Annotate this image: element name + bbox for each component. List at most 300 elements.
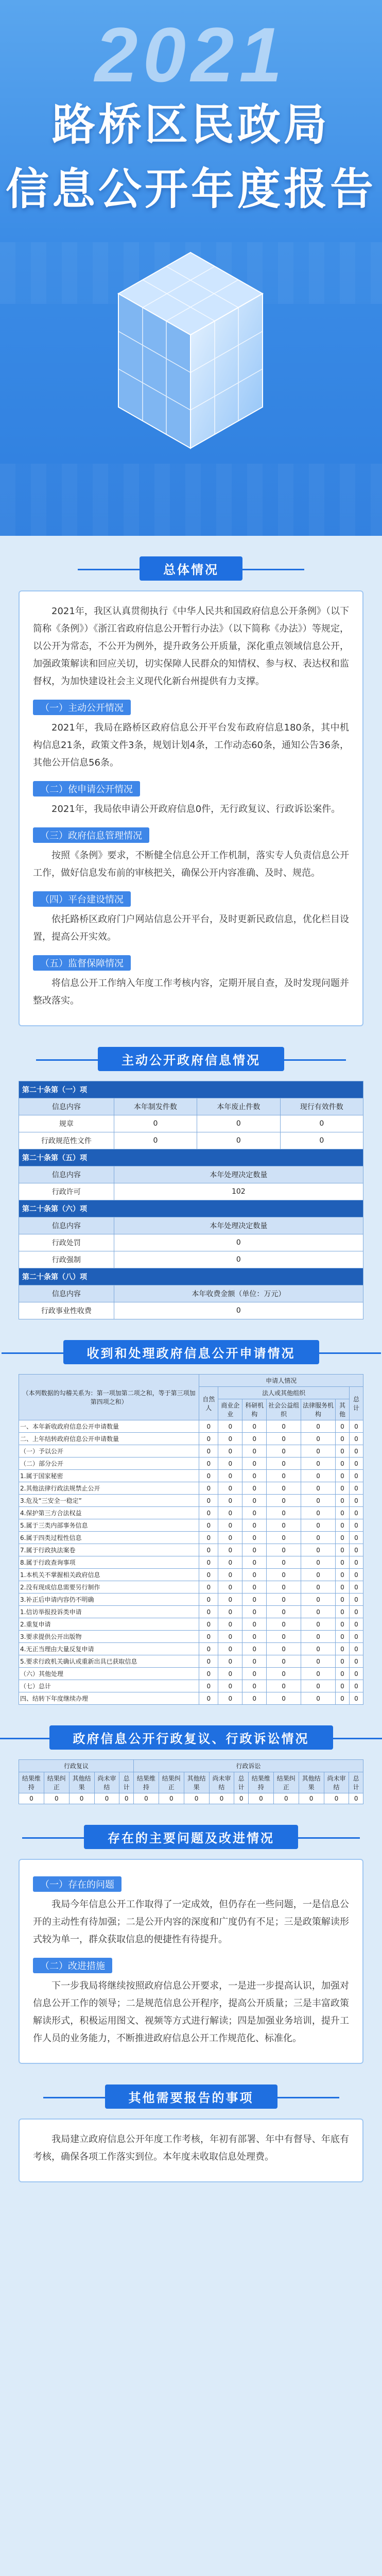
cell: 0 — [199, 1458, 218, 1470]
hero-title-line1: 路桥区民政局 — [51, 99, 330, 150]
overview-intro: 2021年，我区认真贯彻执行《中华人民共和国政府信息公开条例》（以下简称《条例》）《浙江省政府信息公开暂行办法》（以下简称《办法》）等规定，以公开为常态，不公开为例外，提升政务公开质量，深化重点领域信息公开，加强政策解读和回应关切，切实保障人民群众的知情权、参与权、表达权和监督权，为加快建设社会主义现代化新台州提供有力支撑。 — [33, 606, 349, 687]
cell: 0 — [234, 1793, 249, 1804]
cell: 0 — [218, 1692, 242, 1705]
cell: 0 — [335, 1668, 349, 1680]
section-problems-title: 存在的主要问题及改进情况 — [84, 1825, 298, 1849]
section-overview-header — [47, 549, 335, 582]
cell: 0 — [242, 1643, 267, 1655]
cell: 0 — [301, 1458, 336, 1470]
table-row — [19, 1618, 363, 1631]
cell: 0 — [199, 1445, 218, 1458]
row-label: 1.信访举报投诉类申请 — [19, 1606, 199, 1618]
col-review: 行政复议 — [19, 1760, 134, 1772]
row-label: 3.要求提供公开出版物 — [19, 1631, 199, 1643]
col-header: 本年处理决定数量 — [114, 1217, 363, 1234]
row-label: 行政事业性收费 — [19, 1302, 114, 1319]
cell: 0 — [242, 1594, 267, 1606]
cell: 0 — [218, 1507, 242, 1519]
cell: 0 — [301, 1668, 336, 1680]
cell: 0 — [114, 1115, 197, 1132]
cell: 0 — [349, 1433, 363, 1445]
cell: 0 — [349, 1668, 363, 1680]
platform-text: 依托路桥区政府门户网站信息公开平台，及时更新民政信息，优化栏目设置，提高公开实效。 — [33, 914, 349, 942]
cell: 0 — [249, 1793, 274, 1804]
cell: 0 — [242, 1458, 267, 1470]
cell: 0 — [199, 1643, 218, 1655]
cell: 0 — [301, 1420, 336, 1433]
cell: 0 — [301, 1544, 336, 1556]
cell: 0 — [242, 1519, 267, 1532]
cell: 0 — [335, 1519, 349, 1532]
cell: 0 — [218, 1470, 242, 1482]
info-management-text: 按照《条例》要求，不断健全信息公开工作机制，落实专人负责信息公开工作，做好信息发布前的审核把关，确保公开内容准确、及时、规范。 — [33, 850, 349, 878]
cell: 0 — [267, 1458, 301, 1470]
table-row — [19, 1532, 363, 1544]
cell: 0 — [94, 1793, 119, 1804]
row-label: 3.危及“三安全一稳定” — [19, 1495, 199, 1507]
row-label: 行政规范性文件 — [19, 1132, 114, 1149]
cell: 0 — [267, 1692, 301, 1705]
table-row — [19, 1420, 363, 1433]
cell: 0 — [301, 1643, 336, 1655]
subhead-platform: （四）平台建设情况 — [33, 891, 131, 907]
cell: 0 — [199, 1495, 218, 1507]
row-label: 6.属于四类过程性信息 — [19, 1532, 199, 1544]
cell: 0 — [242, 1668, 267, 1680]
row-label: 1.本机关不掌握相关政府信息 — [19, 1569, 199, 1581]
section-other-title: 其他需要报告的事项 — [105, 2084, 277, 2109]
cell: 0 — [301, 1470, 336, 1482]
cell: 0 — [119, 1793, 134, 1804]
table-row — [19, 1581, 363, 1594]
col-legal-sub: 社会公益组织 — [267, 1399, 301, 1420]
table-row — [19, 1519, 363, 1532]
cell: 0 — [218, 1643, 242, 1655]
cell: 0 — [197, 1132, 280, 1149]
cell: 0 — [349, 1618, 363, 1631]
cell: 0 — [335, 1420, 349, 1433]
cell: 0 — [218, 1433, 242, 1445]
section-review-header — [47, 1718, 335, 1751]
cell: 0 — [335, 1556, 349, 1569]
cell: 0 — [267, 1668, 301, 1680]
col-natural-person: 自然人 — [199, 1387, 218, 1420]
table-row — [19, 1569, 363, 1581]
cell: 0 — [349, 1569, 363, 1581]
cell: 0 — [301, 1655, 336, 1668]
cell: 0 — [184, 1793, 209, 1804]
cell: 0 — [242, 1618, 267, 1631]
table-row — [19, 1594, 363, 1606]
cell: 0 — [199, 1692, 218, 1705]
cell: 0 — [335, 1594, 349, 1606]
col-group-applicant: 申请人情况 — [199, 1375, 363, 1387]
row-label: 行政许可 — [19, 1183, 114, 1200]
cell: 0 — [335, 1544, 349, 1556]
cell: 0 — [134, 1793, 159, 1804]
row-label: 四、结转下年度继续办理 — [19, 1692, 199, 1705]
col-header: 信息内容 — [19, 1217, 114, 1234]
cell: 0 — [242, 1606, 267, 1618]
cell: 0 — [273, 1793, 299, 1804]
cell: 0 — [301, 1532, 336, 1544]
cell: 0 — [349, 1692, 363, 1705]
table-row — [19, 1556, 363, 1569]
cell: 0 — [301, 1433, 336, 1445]
cell: 0 — [301, 1519, 336, 1532]
cell: 0 — [218, 1544, 242, 1556]
hero-title-line2: 信息公开年度报告 — [5, 164, 376, 214]
cell: 0 — [349, 1458, 363, 1470]
cell: 0 — [242, 1556, 267, 1569]
col-sub: 尚未审结 — [209, 1772, 234, 1793]
cell: 0 — [301, 1618, 336, 1631]
table-row — [19, 1433, 363, 1445]
table-row — [19, 1692, 363, 1705]
row-label: 8.属于行政查询事项 — [19, 1556, 199, 1569]
cell: 0 — [299, 1793, 324, 1804]
cell: 0 — [349, 1556, 363, 1569]
table-row — [19, 1507, 363, 1519]
cell: 0 — [267, 1470, 301, 1482]
other-text: 我局建立政府信息公开年度工作考核，年初有部署、年中有督导、年底有考核，确保各项工作落实到位。本年度未收取信息处理费。 — [33, 2134, 349, 2162]
col-legal-person: 法人或其他组织 — [218, 1387, 350, 1399]
cell: 0 — [280, 1132, 363, 1149]
cell: 0 — [349, 1655, 363, 1668]
cell: 0 — [199, 1581, 218, 1594]
col-sub: 结果纠正 — [159, 1772, 184, 1793]
col-header: 本年处理决定数量 — [114, 1166, 363, 1183]
cell: 0 — [114, 1251, 363, 1268]
row-label: 3.补正后申请内容仍不明确 — [19, 1594, 199, 1606]
section-active-header — [47, 1040, 335, 1073]
cell: 0 — [218, 1680, 242, 1692]
cell: 0 — [199, 1433, 218, 1445]
cell: 0 — [267, 1680, 301, 1692]
table-row — [19, 1631, 363, 1643]
col-total: 总计 — [349, 1387, 363, 1420]
cell: 0 — [199, 1655, 218, 1668]
row-label: 5.属于三类内部事务信息 — [19, 1519, 199, 1532]
cell: 0 — [242, 1507, 267, 1519]
improvements-text: 下一步我局将继续按照政府信息公开要求，一是进一步提高认识，加强对信息公开工作的领导；二是规范信息公开程序，提高公开质量；三是丰富政策解读形式，积极运用图文、视频等方式进行解读；四是加强业务培训，提升工作人员的业务能力，不断推进政府信息公开工作规范化、标准化。 — [33, 1980, 349, 2044]
cell: 0 — [199, 1544, 218, 1556]
cell: 0 — [335, 1581, 349, 1594]
cell: 0 — [349, 1606, 363, 1618]
cell: 0 — [218, 1556, 242, 1569]
cell: 0 — [218, 1445, 242, 1458]
col-header: 本年收费金额（单位：万元） — [114, 1285, 363, 1302]
table-row — [19, 1680, 363, 1692]
cell: 0 — [324, 1793, 349, 1804]
cell: 0 — [197, 1115, 280, 1132]
cell: 0 — [349, 1420, 363, 1433]
cell: 0 — [301, 1581, 336, 1594]
col-sub: 总计 — [234, 1772, 249, 1793]
cell: 0 — [242, 1581, 267, 1594]
col-legal-sub: 法律服务机构 — [301, 1399, 336, 1420]
hero-banner — [0, 0, 382, 536]
cell: 0 — [267, 1655, 301, 1668]
cell: 0 — [19, 1793, 44, 1804]
col-sub: 尚未审结 — [94, 1772, 119, 1793]
cell: 0 — [301, 1692, 336, 1705]
table-row — [19, 1470, 363, 1482]
col-header: 信息内容 — [19, 1098, 114, 1115]
col-header: 信息内容 — [19, 1166, 114, 1183]
cell: 0 — [69, 1793, 94, 1804]
cell: 0 — [218, 1532, 242, 1544]
request-disclosure-text: 2021年，我局依申请公开政府信息0件，无行政复议、行政诉讼案件。 — [51, 804, 341, 815]
cell: 0 — [114, 1234, 363, 1251]
subhead-active-disclosure: （一）主动公开情况 — [33, 700, 131, 715]
other-card — [19, 2119, 363, 2182]
report-year: 2021 — [95, 11, 287, 98]
cell: 0 — [218, 1655, 242, 1668]
section-requests-title: 收到和处理政府信息公开申请情况 — [63, 1340, 319, 1364]
cell: 0 — [349, 1445, 363, 1458]
cell: 0 — [301, 1569, 336, 1581]
cell: 0 — [267, 1420, 301, 1433]
cell: 0 — [199, 1420, 218, 1433]
cell: 0 — [349, 1482, 363, 1495]
row-label: 2.其他法律行政法规禁止公开 — [19, 1482, 199, 1495]
cell: 0 — [267, 1569, 301, 1581]
cell: 0 — [335, 1433, 349, 1445]
table-row — [19, 1655, 363, 1668]
cell: 0 — [349, 1495, 363, 1507]
row-label: （六）其他处理 — [19, 1668, 199, 1680]
cell: 0 — [199, 1594, 218, 1606]
col-legal-sub: 商业企业 — [218, 1399, 242, 1420]
cell: 0 — [301, 1556, 336, 1569]
cell: 0 — [349, 1519, 363, 1532]
cell: 0 — [335, 1482, 349, 1495]
col-header: 本年废止件数 — [197, 1098, 280, 1115]
cell: 0 — [267, 1507, 301, 1519]
col-sub: 尚未审结 — [324, 1772, 349, 1793]
cell: 0 — [114, 1302, 363, 1319]
col-sub: 其他结果 — [184, 1772, 209, 1793]
review-table — [19, 1759, 363, 1804]
cell: 0 — [199, 1569, 218, 1581]
cell: 0 — [301, 1507, 336, 1519]
cell: 0 — [349, 1631, 363, 1643]
row-label: 行政处罚 — [19, 1234, 114, 1251]
row-label: 5.要求行政机关确认或重新出具已获取信息 — [19, 1655, 199, 1668]
cell: 0 — [267, 1519, 301, 1532]
cell: 0 — [218, 1569, 242, 1581]
cell: 0 — [335, 1680, 349, 1692]
cell: 0 — [218, 1668, 242, 1680]
cell: 0 — [335, 1495, 349, 1507]
cell: 0 — [242, 1433, 267, 1445]
cell: 0 — [349, 1793, 363, 1804]
section-review-title: 政府信息公开行政复议、行政诉讼情况 — [49, 1725, 333, 1750]
cell: 0 — [267, 1594, 301, 1606]
cell: 0 — [349, 1544, 363, 1556]
cell: 0 — [349, 1507, 363, 1519]
row-label: 1.属于国家秘密 — [19, 1470, 199, 1482]
cell: 0 — [199, 1482, 218, 1495]
row-label: 7.属于行政执法案卷 — [19, 1544, 199, 1556]
block1-title: 第二十条第（一）项 — [19, 1081, 363, 1098]
cell: 0 — [349, 1581, 363, 1594]
col-legal-sub: 其他 — [335, 1399, 349, 1420]
col-header: 本年制发件数 — [114, 1098, 197, 1115]
col-sub: 结果维持 — [249, 1772, 274, 1793]
table-row — [19, 1482, 363, 1495]
cell: 0 — [242, 1544, 267, 1556]
cell: 0 — [301, 1680, 336, 1692]
city-skyline-bottom — [0, 464, 382, 536]
cell: 0 — [267, 1606, 301, 1618]
cell: 0 — [114, 1132, 197, 1149]
active-disclosure-table — [19, 1081, 363, 1319]
cell: 0 — [335, 1692, 349, 1705]
cell: 0 — [301, 1631, 336, 1643]
table-row — [19, 1606, 363, 1618]
cell: 0 — [199, 1507, 218, 1519]
cell: 0 — [267, 1631, 301, 1643]
col-sub: 总计 — [119, 1772, 134, 1793]
block2-title: 第二十条第（五）项 — [19, 1149, 363, 1166]
row-label: 4.无正当理由大量反复申请 — [19, 1643, 199, 1655]
row-label: （二）部分公开 — [19, 1458, 199, 1470]
cell: 0 — [301, 1594, 336, 1606]
cell: 0 — [218, 1519, 242, 1532]
cell: 0 — [218, 1420, 242, 1433]
row-label: （一）予以公开 — [19, 1445, 199, 1458]
cell: 0 — [242, 1631, 267, 1643]
cell: 0 — [199, 1606, 218, 1618]
col-suit: 行政诉讼 — [134, 1760, 363, 1772]
col-header: 信息内容 — [19, 1285, 114, 1302]
table-row — [19, 1668, 363, 1680]
cell: 0 — [349, 1643, 363, 1655]
cell: 0 — [335, 1655, 349, 1668]
col-sub: 结果纠正 — [273, 1772, 299, 1793]
cell: 102 — [114, 1183, 363, 1200]
col-sub: 其他结果 — [299, 1772, 324, 1793]
cell: 0 — [349, 1594, 363, 1606]
active-disclosure-text: 2021年，我局在路桥区政府信息公开平台发布政府信息180条，其中机构信息21条，政策文件3条，规划计划4条，工作动态60条，通知公告36条，其他公开信息56条。 — [33, 722, 349, 768]
cell: 0 — [218, 1631, 242, 1643]
subhead-improvements: （二）改进措施 — [33, 1958, 112, 1973]
row-label: 二、上年结转政府信息公开申请数量 — [19, 1433, 199, 1445]
row-label: 2.没有现成信息需要另行制作 — [19, 1581, 199, 1594]
section-requests-header — [47, 1333, 335, 1366]
cell: 0 — [301, 1445, 336, 1458]
cell: 0 — [242, 1532, 267, 1544]
cell: 0 — [199, 1470, 218, 1482]
cell: 0 — [44, 1793, 69, 1804]
cube-tower-illustration — [103, 242, 278, 459]
cell: 0 — [218, 1482, 242, 1495]
subhead-supervision: （五）监督保障情况 — [33, 955, 131, 971]
cell: 0 — [267, 1532, 301, 1544]
cell: 0 — [242, 1569, 267, 1581]
cell: 0 — [335, 1470, 349, 1482]
cell: 0 — [242, 1445, 267, 1458]
problems-card — [19, 1859, 363, 2064]
cell: 0 — [209, 1793, 234, 1804]
block3-title: 第二十条第（六）项 — [19, 1200, 363, 1217]
cell: 0 — [301, 1606, 336, 1618]
cell: 0 — [335, 1631, 349, 1643]
cell: 0 — [349, 1532, 363, 1544]
table-row — [19, 1458, 363, 1470]
cell: 0 — [335, 1507, 349, 1519]
subhead-problems: （一）存在的问题 — [33, 1876, 121, 1892]
cell: 0 — [267, 1495, 301, 1507]
cell: 0 — [242, 1692, 267, 1705]
row-label: 规章 — [19, 1115, 114, 1132]
col-sub: 总计 — [349, 1772, 363, 1793]
cell: 0 — [218, 1458, 242, 1470]
cell: 0 — [242, 1495, 267, 1507]
cell: 0 — [218, 1581, 242, 1594]
requests-table — [19, 1374, 363, 1705]
col-sub: 其他结果 — [69, 1772, 94, 1793]
cell: 0 — [199, 1519, 218, 1532]
cell: 0 — [199, 1631, 218, 1643]
block4-title: 第二十条第（八）项 — [19, 1268, 363, 1285]
cell: 0 — [218, 1618, 242, 1631]
cell: 0 — [242, 1420, 267, 1433]
cell: 0 — [335, 1618, 349, 1631]
subhead-request-disclosure: （二）依申请公开情况 — [33, 781, 140, 796]
section-problems-header — [47, 1818, 335, 1851]
cell: 0 — [267, 1433, 301, 1445]
col-legal-sub: 科研机构 — [242, 1399, 267, 1420]
cell: 0 — [159, 1793, 184, 1804]
cell: 0 — [218, 1495, 242, 1507]
cell: 0 — [242, 1482, 267, 1495]
cell: 0 — [267, 1556, 301, 1569]
cell: 0 — [199, 1556, 218, 1569]
table-caption: （本列数据的勾稽关系为：第一项加第二项之和，等于第三项加第四项之和） — [19, 1375, 199, 1420]
cell: 0 — [301, 1495, 336, 1507]
col-header: 现行有效件数 — [280, 1098, 363, 1115]
cell: 0 — [280, 1115, 363, 1132]
cell: 0 — [267, 1445, 301, 1458]
row-label: 一、本年新收政府信息公开申请数量 — [19, 1420, 199, 1433]
row-label: 行政强制 — [19, 1251, 114, 1268]
table-row — [19, 1544, 363, 1556]
cell: 0 — [349, 1470, 363, 1482]
cell: 0 — [218, 1594, 242, 1606]
col-sub: 结果纠正 — [44, 1772, 69, 1793]
cell: 0 — [218, 1606, 242, 1618]
subhead-info-management: （三）政府信息管理情况 — [33, 827, 149, 843]
section-overview-title: 总体情况 — [140, 556, 242, 581]
cell: 0 — [349, 1680, 363, 1692]
col-sub: 结果维持 — [19, 1772, 44, 1793]
cell: 0 — [335, 1569, 349, 1581]
cell: 0 — [335, 1606, 349, 1618]
cell: 0 — [199, 1680, 218, 1692]
cell: 0 — [199, 1618, 218, 1631]
cell: 0 — [267, 1618, 301, 1631]
table-row — [19, 1495, 363, 1507]
row-label: 2.重复申请 — [19, 1618, 199, 1631]
overview-card — [19, 590, 363, 1026]
cell: 0 — [242, 1655, 267, 1668]
table-row — [19, 1643, 363, 1655]
cell: 0 — [242, 1470, 267, 1482]
col-sub: 结果维持 — [134, 1772, 159, 1793]
